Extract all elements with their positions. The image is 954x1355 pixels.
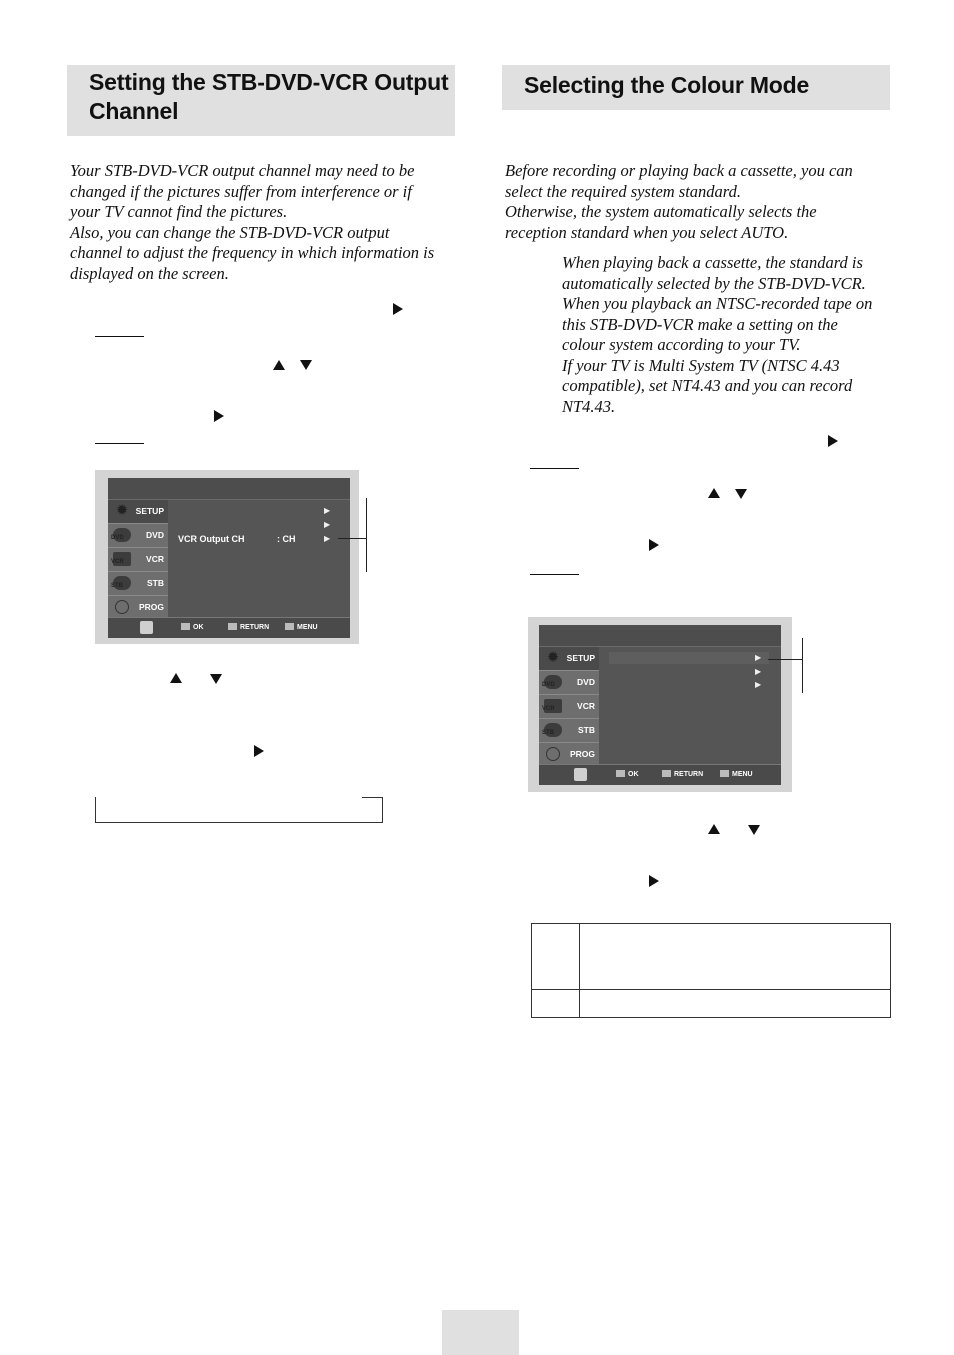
right-osd-screen <box>539 625 781 785</box>
osd-menu-hint <box>285 623 318 631</box>
return-label: RETURN <box>674 771 704 778</box>
menu-button-icon <box>285 623 294 630</box>
ok-button-icon <box>616 770 625 777</box>
osd-menu-stb[interactable] <box>108 572 168 596</box>
stb-tag: STB <box>542 730 554 736</box>
osd-menu-label: SETUP <box>566 653 595 663</box>
right-arrow-icon <box>649 875 659 887</box>
vcr-tag: VCR <box>111 559 124 565</box>
osd-bottom-bar <box>108 617 350 638</box>
note-line: When you playback an NTSC-recorded tape on <box>562 294 873 313</box>
osd-return-hint <box>228 623 269 631</box>
down-arrow-icon <box>300 360 312 370</box>
menu-button-icon <box>720 770 729 777</box>
step-underline <box>95 336 144 337</box>
right-arrow-icon <box>649 539 659 551</box>
osd-arrow-icon: ▶ <box>324 534 331 543</box>
note-box-bottom-edge <box>95 822 383 823</box>
left-intro-line: changed if the pictures suffer from interference or if <box>70 181 412 201</box>
osd-menu-dvd[interactable] <box>539 671 599 695</box>
menu-label: MENU <box>297 624 318 631</box>
right-arrow-icon <box>393 303 403 315</box>
osd-arrow-icon: ▶ <box>755 680 762 689</box>
note-line: automatically selected by the STB-DVD-VCR. <box>562 273 866 293</box>
return-label: RETURN <box>240 624 270 631</box>
up-arrow-icon <box>708 488 720 498</box>
osd-menu-vcr[interactable] <box>539 695 599 719</box>
callout-line <box>768 659 803 660</box>
osd-menu-label: DVD <box>577 677 595 687</box>
table-column-divider <box>579 923 580 1018</box>
osd-return-hint <box>662 770 703 778</box>
osd-menu-label: VCR <box>146 554 164 564</box>
right-intro-line: Before recording or playing back a cassette, you can <box>505 161 853 180</box>
osd-menu-hint <box>720 770 753 778</box>
left-intro-line: Also, you can change the STB-DVD-VCR output <box>70 222 390 242</box>
osd-ok-hint <box>181 623 204 631</box>
osd-menu-label: DVD <box>146 530 164 540</box>
osd-arrow-icon: ▶ <box>755 653 762 662</box>
osd-vcr-output-ch-label[interactable]: VCR Output CH <box>178 534 245 544</box>
clock-icon <box>115 600 129 614</box>
note-line: colour system according to your TV. <box>562 335 801 354</box>
return-button-icon <box>228 623 237 630</box>
ok-label: OK <box>193 624 204 631</box>
down-arrow-icon <box>748 825 760 835</box>
ok-button-icon <box>181 623 190 630</box>
osd-vcr-output-ch-value: : CH <box>277 534 296 544</box>
left-intro-line: channel to adjust the frequency in which information is <box>70 243 435 262</box>
step-underline <box>530 468 579 469</box>
down-arrow-icon <box>210 674 222 684</box>
step-underline <box>530 574 579 575</box>
stb-tag: STB <box>111 583 123 589</box>
osd-menu-label: SETUP <box>135 506 164 516</box>
up-arrow-icon <box>170 673 182 683</box>
left-title-line-2: Channel <box>89 98 179 124</box>
osd-menu-setup[interactable] <box>539 647 599 671</box>
right-section-title: Selecting the Colour Mode <box>524 72 810 98</box>
right-arrow-icon <box>254 745 264 757</box>
gear-icon: ✹ <box>115 502 129 519</box>
callout-line <box>338 538 367 539</box>
colour-mode-table <box>531 923 891 1018</box>
step-underline <box>95 443 144 444</box>
note-line: this STB-DVD-VCR make a setting on the <box>562 314 838 334</box>
clock-icon <box>546 747 560 761</box>
right-intro-line: select the required system standard. <box>505 181 741 201</box>
osd-arrow-icon: ▶ <box>324 506 331 515</box>
osd-menu-label: PROG <box>138 602 164 612</box>
osd-ok-hint <box>616 770 639 778</box>
navigate-icon <box>574 768 587 781</box>
callout-bracket <box>802 638 803 693</box>
osd-arrow-icon: ▶ <box>324 520 331 529</box>
osd-arrow-icon: ▶ <box>755 667 762 676</box>
osd-menu-label: STB <box>147 578 164 588</box>
note-line: When playing back a cassette, the standard is <box>562 253 863 272</box>
right-arrow-icon <box>828 435 838 447</box>
right-intro-text <box>505 161 895 243</box>
note-box-right-edge <box>382 797 383 823</box>
osd-menu-vcr[interactable] <box>108 548 168 572</box>
right-intro-line: reception standard when you select AUTO. <box>505 222 789 242</box>
left-title-line-1: Setting the STB-DVD-VCR Output <box>89 69 449 95</box>
right-intro-line: Otherwise, the system automatically selects the <box>505 202 817 221</box>
note-box-top-tick <box>362 797 383 798</box>
left-intro-line: Your STB-DVD-VCR output channel may need to be <box>70 161 415 180</box>
navigate-icon <box>140 621 153 634</box>
left-intro-text <box>70 161 460 284</box>
osd-menu-label: STB <box>578 725 595 735</box>
down-arrow-icon <box>735 489 747 499</box>
ok-label: OK <box>628 771 639 778</box>
table-row-divider <box>531 989 891 990</box>
left-intro-line: your TV cannot find the pictures. <box>70 202 288 221</box>
dvd-tag: DVD <box>542 682 555 688</box>
osd-menu-stb[interactable] <box>539 719 599 743</box>
menu-label: MENU <box>732 771 753 778</box>
callout-bracket <box>366 498 367 572</box>
note-line: If your TV is Multi System TV (NTSC 4.43 <box>562 355 840 375</box>
note-box-left-edge <box>95 797 96 823</box>
right-note-text <box>562 253 892 417</box>
note-line: NT4.43. <box>562 396 616 416</box>
osd-menu-label: VCR <box>577 701 595 711</box>
osd-top-bar <box>539 625 781 647</box>
osd-top-bar <box>108 478 350 500</box>
note-line: compatible), set NT4.43 and you can record <box>562 376 853 395</box>
dvd-tag: DVD <box>111 535 124 541</box>
left-intro-line: displayed on the screen. <box>70 263 229 283</box>
return-button-icon <box>662 770 671 777</box>
osd-menu-setup[interactable] <box>108 500 168 524</box>
left-section-title <box>89 68 448 126</box>
osd-menu-label: PROG <box>569 749 595 759</box>
right-arrow-icon <box>214 410 224 422</box>
gear-icon: ✹ <box>546 649 560 666</box>
osd-highlight-row[interactable] <box>609 652 769 664</box>
page-number-tab <box>442 1310 519 1355</box>
up-arrow-icon <box>708 824 720 834</box>
osd-menu-dvd[interactable] <box>108 524 168 548</box>
osd-bottom-bar <box>539 764 781 785</box>
left-osd-screen <box>108 478 350 638</box>
up-arrow-icon <box>273 360 285 370</box>
vcr-tag: VCR <box>542 706 555 712</box>
